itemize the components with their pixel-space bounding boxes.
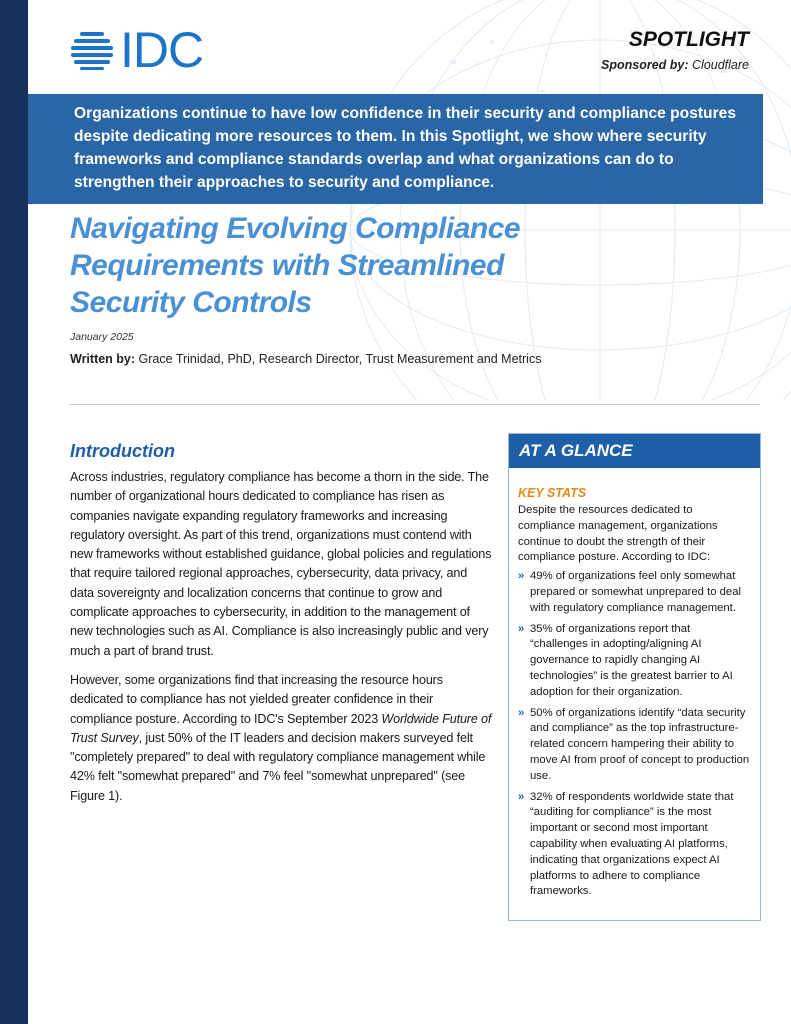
globe-logo-icon	[70, 30, 114, 70]
stat-item	[518, 569, 750, 616]
stat-item	[518, 790, 750, 901]
stat-item	[518, 622, 750, 701]
chevron-bullet-icon: »	[518, 790, 525, 803]
logo-wordmark: IDC	[120, 22, 204, 78]
glance-intro: Despite the resources dedicated to compliance management, organizations continue to doubt the strength of their compliance posture. According to IDC:	[518, 504, 718, 564]
stat-item	[518, 706, 750, 785]
introduction-heading: Introduction	[70, 441, 175, 461]
idc-logo	[70, 22, 204, 78]
chevron-bullet-icon: »	[518, 622, 525, 635]
intro-paragraph-2	[70, 671, 492, 806]
stat-text: 49% of organizations feel only somewhat prepared or somewhat unprepared to deal with regulatory compliance management.	[530, 570, 742, 614]
stat-list	[518, 569, 750, 900]
glance-heading: AT A GLANCE	[509, 434, 760, 468]
sponsored-label: Sponsored by:	[601, 58, 689, 72]
author-label: Written by:	[70, 352, 136, 366]
banner-text: Organizations continue to have low confidence in their security and compliance postures despite dedicating more resources to them. In this Spotlight, we show where security frameworks and compliance standards overlap and what organizations can do to strengthen their approaches to security and compliance.	[74, 105, 736, 191]
spotlight-label: SPOTLIGHT	[628, 28, 749, 51]
stat-text: 50% of organizations identify “data security and compliance” as the top infrastructure-related concern hampering their ability to move AI from proof of concept to production use.	[530, 706, 750, 782]
survey-name: Worldwide Future of Trust Survey	[70, 711, 492, 745]
title-line-3: Security Controls	[70, 286, 312, 319]
left-rail	[0, 0, 28, 1024]
title-line-2: Requirements with Streamlined	[70, 249, 504, 282]
intro-p2-end: , just 50% of the IT leaders and decision makers surveyed felt "completely prepared" to deal with regulatory compliance management while 42% felt "somewhat prepared" and 7% feel "somewhat unprepared" (see Figure 1).	[70, 730, 486, 803]
chevron-bullet-icon: »	[518, 570, 525, 583]
stat-text: 35% of organizations report that “challenges in adopting/aligning AI governance to rapidly changing AI technologies” is the greatest barrier to AI adoption for their organization.	[530, 622, 733, 698]
page-title	[70, 210, 630, 321]
author-name: Grace Trinidad, PhD, Research Director, Trust Measurement and Metrics	[138, 352, 542, 366]
intro-p2-start: However, some organizations find that increasing the resource hours dedicated to compliance has not yielded greater confidence in their compliance posture. According to IDC's September 2023	[70, 672, 443, 726]
at-a-glance-box	[508, 433, 761, 921]
introduction-body	[70, 468, 492, 816]
author-line	[70, 352, 541, 366]
publication-date: January 2025	[70, 331, 134, 343]
chevron-bullet-icon: »	[518, 706, 525, 719]
stat-text: 32% of respondents worldwide state that “auditing for compliance” is the most important or second most important capability when evaluating AI platforms, indicating that organizations expect AI platforms to adhere to compliance frameworks.	[530, 790, 734, 898]
sponsor-name: Cloudflare	[692, 58, 749, 72]
sponsor-line	[601, 58, 749, 72]
divider	[70, 404, 760, 405]
title-line-1: Navigating Evolving Compliance	[70, 212, 521, 245]
intro-paragraph-1: Across industries, regulatory compliance has become a thorn in the side. The number of organizational hours dedicated to compliance has risen as companies navigate expanding regulatory frameworks and increasing regulatory oversight. As part of this trend, organizations must contend with new frameworks without established guidance, global policies and regulations that require tailored regional approaches, cybersecurity, data privacy, and data sovereignty and localization concerns that continue to grow and complicate approaches to cybersecurity, in addition to the management of new technologies such as AI. Compliance is also increasingly public and very much a part of brand trust.	[70, 470, 492, 658]
key-stats-heading: KEY STATS	[518, 486, 587, 500]
summary-banner	[28, 94, 763, 204]
